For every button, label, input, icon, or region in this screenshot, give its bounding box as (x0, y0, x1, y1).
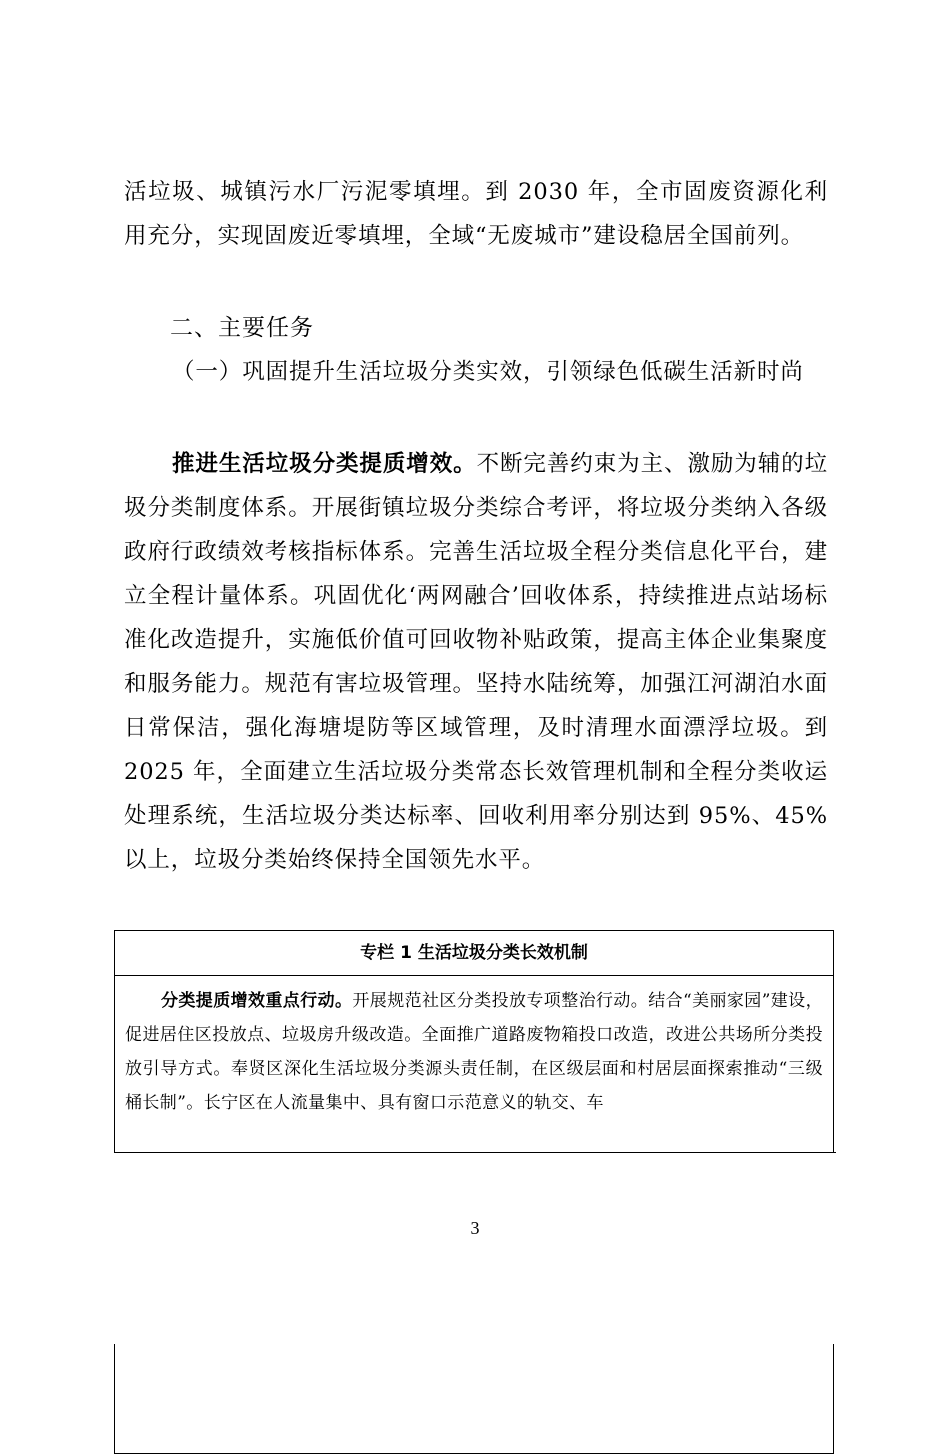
column-box-title: 专栏 1 生活垃圾分类长效机制 (115, 931, 833, 976)
section-heading: 二、主要任务 (170, 315, 314, 341)
main-paragraph-lead: 推进生活垃圾分类提质增效。 (172, 451, 477, 477)
page-bottom-mask (0, 1153, 950, 1344)
column-box-lead: 分类提质增效重点行动。 (161, 991, 353, 1011)
column-box-bottom-border (114, 1152, 836, 1153)
subsection-heading: （一）巩固提升生活垃圾分类实效，引领绿色低碳生活新时尚 (172, 359, 804, 385)
page-number: 3 (470, 1218, 480, 1238)
main-paragraph (124, 442, 828, 882)
column-box-text (115, 976, 833, 1120)
paragraph-continuation: 活垃圾、城镇污水厂污泥零填埋。到 2030 年，全市固废资源化利用充分，实现固废近零填埋，全域“无废城市”建设稳居全国前列。 (124, 179, 828, 249)
column-box-body: 开展规范社区分类投放专项整治行动。结合“美丽家园”建设，促进居住区投放点、垃圾房升级改造。全面推广道路废物箱投口改造，改进公共场所分类投放引导方式。奉贤区深化生活垃圾分类源头责任制，在区级层面和村居层面探索推动“三级桶长制”。长宁区在人流量集中、具有窗口示范意义的轨交、车 (125, 991, 823, 1113)
main-paragraph-text: 不断完善约束为主、激励为辅的垃圾分类制度体系。开展街镇垃圾分类综合考评，将垃圾分类纳入各级政府行政绩效考核指标体系。完善生活垃圾全程分类信息化平台，建立全程计量体系。巩固优化‘两网融合’回收体系，持续推进点站场标准化改造提升，实施低价值可回收物补贴政策，提高主体企业集聚度和服务能力。规范有害垃圾管理。坚持水陆统筹，加强江河湖泊水面日常保洁，强化海塘堤防等区域管理，及时清理水面漂浮垃圾。到 2025 年，全面建立生活垃圾分类常态长效管理机制和全程分类收运处理系统，生活垃圾分类达标率、回收利用率分别达到 95%、45%以上，垃圾分类始终保持全国领先水平。 (124, 451, 828, 873)
